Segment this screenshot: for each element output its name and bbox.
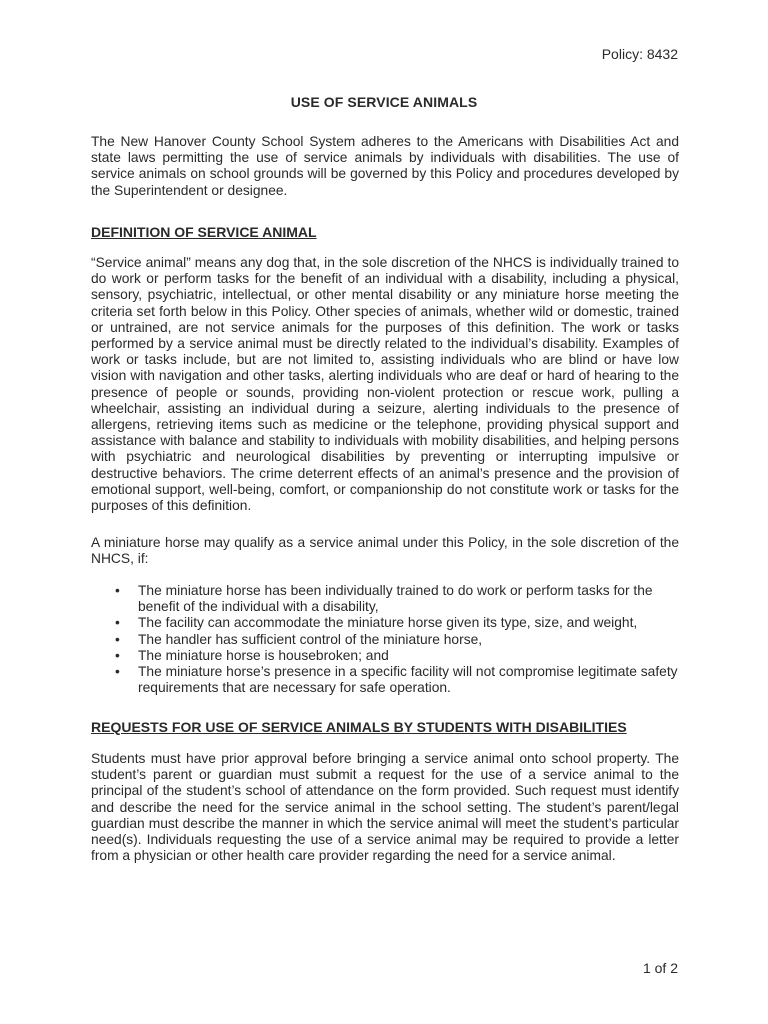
requests-heading: REQUESTS FOR USE OF SERVICE ANIMALS BY STUDENTS WITH DISABILITIES [91,719,627,735]
definition-heading: DEFINITION OF SERVICE ANIMAL [91,224,317,240]
list-item [91,648,679,664]
list-item-text: The handler has sufficient control of the miniature horse, [138,631,483,647]
intro-paragraph: The New Hanover County School System adheres to the Americans with Disabilities Act and state laws permitting the use of service animals by individuals with disabilities. The use of service animals on school grounds will be governed by this Policy and procedures developed by the Superintendent or designee. [91,134,679,198]
list-item-text: The miniature horse has been individually trained to do work or perform tasks for the benefit of the individual with a disability, [138,583,653,615]
miniature-horse-paragraph: A miniature horse may qualify as a service animal under this Policy, in the sole discretion of the NHCS, if: [91,535,679,567]
requests-paragraph: Students must have prior approval before bringing a service animal onto school property. The student’s parent or guardian must submit a request for the use of a service animal to the principal of the student’s school of attendance on the form provided. Such request must identify and describe the need for the service animal in the school setting. The student’s parent/legal guardian must describe the manner in which the service animal will meet the student’s particular need(s). Individuals requesting the use of a service animal may be required to provide a letter from a physician or other health care provider regarding the need for a service animal. [91,751,679,864]
page-number: 1 of 2 [642,960,678,976]
list-item-text: The miniature horse’s presence in a specific facility will not compromise legitimate safety requirements that are necessary for safe operation. [138,664,678,696]
miniature-horse-criteria-list [91,583,679,696]
list-item-text: The miniature horse is housebroken; and [138,647,389,663]
policy-number: Policy: 8432 [601,46,678,62]
list-item [91,632,679,648]
bullet-icon: • [115,583,120,598]
bullet-icon: • [115,647,120,663]
definition-paragraph: “Service animal” means any dog that, in the sole discretion of the NHCS is individually trained to do work or perform tasks for the benefit of an individual with a disability, including a physical, sensory, psychiatric, intellectual, or other mental disability or any miniature horse meeting the criteria set forth below in this Policy. Other species of animals, whether wild or domestic, trained or untrained, are not service animals for the purposes of this definition. The work or tasks performed by a service animal must be directly related to the individual’s disability. Examples of work or tasks include, but are not limited to, assisting individuals who are blind or have low vision with navigation and other tasks, alerting individuals who are deaf or hard of hearing to the presence of people or sounds, providing non-violent protection or rescue work, pulling a wheelchair, assisting an individual during a seizure, alerting individuals to the presence of allergens, retrieving items such as medicine or the telephone, providing physical support and assistance with balance and stability to individuals with mobility disabilities, and helping persons with psychiatric and neurological disabilities by preventing or interrupting impulsive or destructive behaviors. The crime deterrent effects of an animal’s presence and the provision of emotional support, well-being, comfort, or companionship do not constitute work or tasks for the purposes of this definition. [91,255,679,514]
list-item [91,583,679,615]
list-item-text: The facility can accommodate the miniature horse given its type, size, and weight, [138,615,638,631]
bullet-icon: • [115,615,120,631]
document-title: USE OF SERVICE ANIMALS [290,94,478,110]
bullet-icon: • [115,631,120,647]
list-item [91,664,679,696]
list-item [91,615,679,631]
bullet-icon: • [115,664,120,680]
